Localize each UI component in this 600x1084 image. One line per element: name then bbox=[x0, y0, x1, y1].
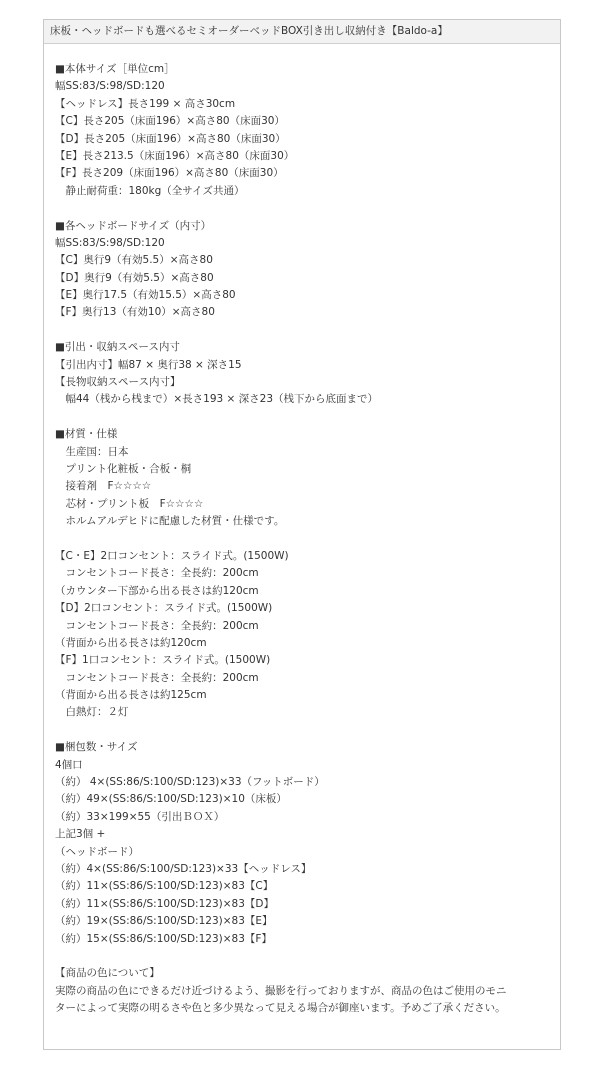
section-spacer bbox=[55, 322, 552, 339]
spec-line: 【F】1口コンセント：スライド式。(1500W) bbox=[55, 654, 271, 667]
color-notice bbox=[55, 965, 552, 1017]
spec-line: 4個口 bbox=[55, 758, 83, 771]
spec-line: （約）49×(SS:86/S:100/SD:123)×10（床板） bbox=[55, 793, 287, 806]
section-heading: ■梱包数・サイズ bbox=[55, 741, 138, 754]
spec-line: （約） 4×(SS:86/S:100/SD:123)×33（フットボード） bbox=[55, 776, 325, 789]
spec-line: 【F】長さ209（床面196）×高さ80（床面30） bbox=[55, 167, 284, 180]
spec-line: コンセントコード長さ：全長約：200cm bbox=[55, 567, 259, 580]
spec-line: コンセントコード長さ：全長約：200cm bbox=[55, 671, 259, 684]
spec-content bbox=[55, 61, 552, 1017]
spec-line: コンセントコード長さ：全長約：200cm bbox=[55, 619, 259, 632]
spec-line: 【ヘッドレス】長さ199 × 高さ30cm bbox=[55, 97, 236, 110]
spec-line: （約）19×(SS:86/S:100/SD:123)×83【E】 bbox=[55, 915, 273, 928]
product-spec-panel bbox=[43, 19, 561, 1050]
spec-line: （約）11×(SS:86/S:100/SD:123)×83【C】 bbox=[55, 880, 274, 893]
section-heading: ■引出・収納スペース内寸 bbox=[55, 341, 180, 354]
spec-line: 幅44（桟から桟まで）×長さ193 × 深さ23（桟下から底面まで） bbox=[55, 393, 379, 406]
spec-line: 接着剤 F☆☆☆☆ bbox=[55, 480, 152, 493]
spec-line: 静止耐荷重：180kg（全サイズ共通） bbox=[55, 184, 245, 197]
spec-line: 【F】奥行13（有効10）×高さ80 bbox=[55, 306, 215, 319]
packaging-section bbox=[55, 739, 552, 948]
spec-line: 【C】奥行9（有効5.5）×高さ80 bbox=[55, 254, 213, 267]
spec-line: （背面から出る長さは約120cm bbox=[55, 636, 207, 649]
spec-line: 幅SS:83/S:98/SD:120 bbox=[55, 80, 165, 93]
notice-text: 実際の商品の色にできるだけ近づけるよう、撮影を行っておりますが、商品の色はご使用のモニ bbox=[55, 984, 507, 997]
spec-line: 【D】奥行9（有効5.5）×高さ80 bbox=[55, 271, 214, 284]
section-heading: 【C・E】2口コンセント：スライド式。(1500W) bbox=[55, 549, 289, 562]
spec-line: （背面から出る長さは約125cm bbox=[55, 689, 207, 702]
spec-line: 【D】長さ205（床面196）×高さ80（床面30） bbox=[55, 132, 286, 145]
section-spacer bbox=[55, 200, 552, 217]
spec-line: 【長物収納スペース内寸】 bbox=[55, 376, 181, 389]
spec-line: プリント化粧板・合板・桐 bbox=[55, 462, 192, 475]
spec-line: 【E】長さ213.5（床面196）×高さ80（床面30） bbox=[55, 149, 295, 162]
section-heading: ■本体サイズ［単位cm］ bbox=[55, 63, 175, 75]
notice-text: ターによって実際の明るさや色と多少異なって見える場合が御座います。予めご了承ください。 bbox=[55, 1002, 506, 1015]
spec-line: 【C】長さ205（床面196）×高さ80（床面30） bbox=[55, 115, 285, 128]
drawer-storage-section bbox=[55, 339, 552, 409]
spec-line: 【D】2口コンセント：スライド式。(1500W) bbox=[55, 602, 273, 615]
outlet-section bbox=[55, 548, 552, 722]
notice-heading: 【商品の色について】 bbox=[55, 967, 160, 980]
spec-line: （約）4×(SS:86/S:100/SD:123)×33【ヘッドレス】 bbox=[55, 862, 312, 875]
headboard-size-section bbox=[55, 218, 552, 322]
spec-line: 芯材・プリント板 F☆☆☆☆ bbox=[55, 497, 204, 510]
spec-line: 【引出内寸】幅87 × 奥行38 × 深さ15 bbox=[55, 358, 242, 371]
spec-line: 幅SS:83/S:98/SD:120 bbox=[55, 236, 165, 249]
section-heading: ■各ヘッドボードサイズ（内寸） bbox=[55, 219, 212, 232]
spec-line: （ヘッドボード） bbox=[55, 845, 139, 858]
section-spacer bbox=[55, 531, 552, 548]
spec-line: 上記3個 + bbox=[55, 828, 106, 841]
section-spacer bbox=[55, 409, 552, 426]
spec-line: ホルムアルデヒドに配慮した材質・仕様です。 bbox=[55, 515, 285, 528]
spec-line: 【E】奥行17.5（有効15.5）×高さ80 bbox=[55, 289, 236, 302]
section-spacer bbox=[55, 948, 552, 965]
panel-title: 床板・ヘッドボードも選べるセミオーダーベッドBOX引き出し収納付き【Baldo-a】 bbox=[44, 20, 560, 44]
spec-line: （約）11×(SS:86/S:100/SD:123)×83【D】 bbox=[55, 897, 274, 910]
section-spacer bbox=[55, 722, 552, 739]
spec-line: （約）15×(SS:86/S:100/SD:123)×83【F】 bbox=[55, 932, 272, 945]
spec-line: 白熱灯：２灯 bbox=[55, 706, 129, 719]
spec-line: （カウンター下部から出る長さは約120cm bbox=[55, 584, 259, 597]
body-size-section bbox=[55, 61, 552, 200]
section-heading: ■材質・仕様 bbox=[55, 428, 118, 441]
spec-line: 生産国：日本 bbox=[55, 445, 129, 458]
material-section bbox=[55, 426, 552, 530]
spec-line: （約）33×199×55（引出ＢＯＸ） bbox=[55, 810, 225, 823]
